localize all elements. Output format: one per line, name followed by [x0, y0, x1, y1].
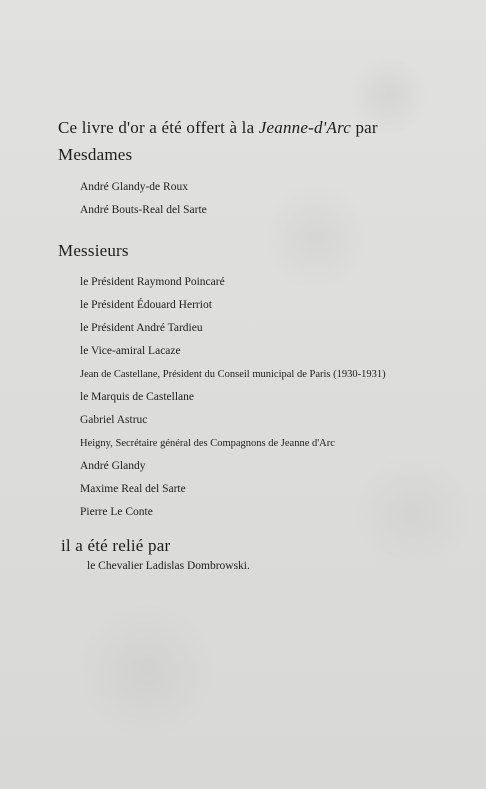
mesdames-list [80, 176, 207, 222]
mesdames-heading: Mesdames [58, 145, 133, 164]
list-item: André Glandy [80, 460, 146, 472]
list-item: Maxime Real del Sarte [80, 483, 186, 495]
list-item: le Président Raymond Poincaré [80, 276, 225, 288]
list-item: Heigny, Secrétaire général des Compagnons de Jeanne d'Arc [80, 438, 335, 449]
list-item: André Glandy-de Roux [80, 181, 188, 193]
messieurs-heading: Messieurs [58, 241, 129, 260]
ship-name: Jeanne-d'Arc [258, 118, 352, 137]
list-item: le Marquis de Castellane [80, 391, 195, 403]
messieurs-list [80, 271, 386, 524]
binding-heading: il a été relié par [61, 536, 171, 555]
list-item: Jean de Castellane, Président du Conseil municipal de Paris (1930-1931) [80, 369, 386, 380]
list-item: le Vice-amiral Lacaze [80, 345, 181, 357]
list-item: le Président André Tardieu [80, 322, 203, 334]
binding-list [87, 555, 250, 578]
dedication-text-end: par [351, 118, 378, 137]
dedication-line [58, 118, 378, 138]
list-item: Pierre Le Conte [80, 506, 153, 518]
list-item: André Bouts-Real del Sarte [80, 204, 207, 216]
binder-name: le Chevalier Ladislas Dombrowski. [87, 560, 250, 572]
dedication-text: Ce livre d'or a été offert à la [58, 118, 259, 137]
list-item: le Président Édouard Herriot [80, 299, 212, 311]
list-item: Gabriel Astruc [80, 414, 148, 426]
